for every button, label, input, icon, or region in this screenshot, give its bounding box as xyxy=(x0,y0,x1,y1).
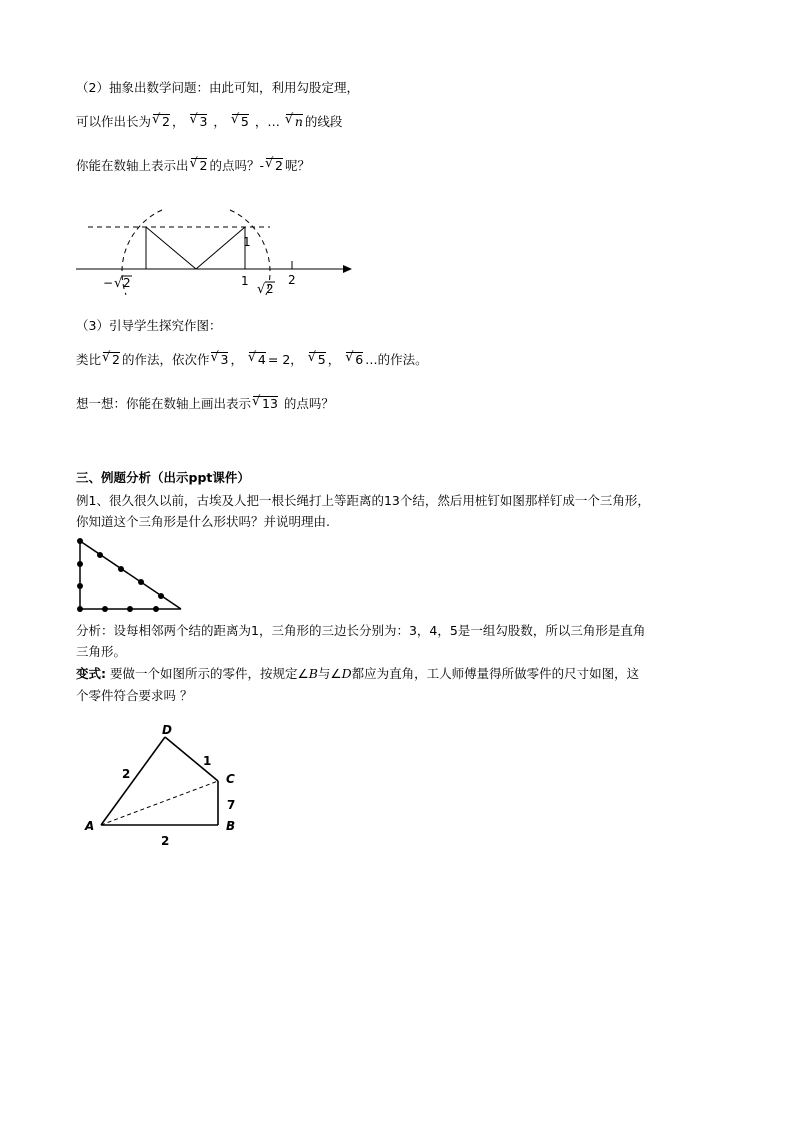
comma: ， xyxy=(171,114,185,129)
angle-d: D xyxy=(341,666,352,681)
think-prefix: 想一想：你能在数轴上画出表示 xyxy=(76,396,252,411)
number-line-figure xyxy=(70,205,370,300)
sqrt-6: √ 6 xyxy=(346,352,363,367)
knot xyxy=(138,579,144,585)
sqrt-3: √ 3 xyxy=(211,352,228,367)
knot xyxy=(77,606,83,612)
neg-radicand: 2 xyxy=(123,276,131,290)
unit-label: 1 xyxy=(243,235,251,249)
length-ab-label: 2 xyxy=(161,834,170,848)
constructible-lengths-line xyxy=(76,114,342,130)
knot xyxy=(158,593,164,599)
knot xyxy=(102,606,108,612)
vertex-b-label: B xyxy=(226,819,236,833)
sqrt-n: √ n xyxy=(286,114,303,129)
variant-text-c: 都应为直角，工人师傅量得所做零件的尺寸如图，这 xyxy=(351,666,640,681)
two-label: 2 xyxy=(288,273,296,287)
example1-line1: 例1、很久很久以前，古埃及人把一根长绳打上等距离的13个结，然后用桩钉如图那样钉成一个三角形， xyxy=(76,493,650,508)
knot xyxy=(97,552,103,558)
axis-arrow-icon xyxy=(343,265,352,273)
angle-b: B xyxy=(308,666,318,681)
variant-line1 xyxy=(76,666,639,682)
variant-line2: 个零件符合要求吗 ？ xyxy=(76,688,193,703)
equals-2: = 2 xyxy=(267,352,291,367)
analogy-prefix: 类比 xyxy=(76,352,102,367)
ellipsis: … xyxy=(267,114,280,129)
comma: ， xyxy=(254,114,268,129)
sqrt-2-negative: √ 2 xyxy=(266,158,283,173)
sqrt-5: √ 5 xyxy=(309,352,326,367)
quadrilateral-figure xyxy=(80,718,260,853)
vertex-d-label: D xyxy=(162,723,172,737)
variant-text-a: 要做一个如图所示的零件，按规定∠ xyxy=(109,666,309,681)
sqrt-13: √ 13 xyxy=(253,396,278,411)
analogy-suffix: …的作法。 xyxy=(365,352,428,367)
knot xyxy=(118,566,124,572)
length-ad-label: 2 xyxy=(122,767,131,781)
knot xyxy=(77,583,83,589)
example1-line2: 你知道这个三角形是什么形状吗？并说明理由. xyxy=(76,514,330,529)
vertex-a-label: A xyxy=(85,819,95,833)
knot xyxy=(77,561,83,567)
line-suffix: 的线段 xyxy=(304,114,343,129)
section-2-heading: （2）抽象出数学问题：由此可知，利用勾股定理， xyxy=(76,80,359,95)
one-label: 1 xyxy=(241,274,249,288)
think-suffix: 的点吗？ xyxy=(283,396,334,411)
knot xyxy=(153,606,159,612)
side-ad xyxy=(101,737,165,825)
section-three-title: 三、例题分析（出示ppt课件） xyxy=(76,470,250,485)
analogy-a: 的作法，依次作 xyxy=(121,352,210,367)
left-hypotenuse xyxy=(146,227,196,269)
question-middle: 的点吗？- xyxy=(209,158,264,173)
knot xyxy=(77,538,83,544)
pos-radical-sign: √ xyxy=(257,282,266,297)
question-prefix: 你能在数轴上表示出 xyxy=(76,158,189,173)
section-3-heading: （3）引导学生探究作图： xyxy=(76,318,222,333)
sqrt-5: √ 5 xyxy=(232,114,249,129)
diagonal-ac xyxy=(101,781,218,825)
question-line xyxy=(76,158,310,174)
triangle-hypotenuse xyxy=(80,541,181,609)
knot-triangle-figure xyxy=(70,534,190,616)
variant-text-b: 与∠ xyxy=(317,666,342,681)
analysis-line2: 三角形。 xyxy=(76,644,127,659)
sqrt-2: √ 2 xyxy=(103,352,120,367)
neg-sign: − xyxy=(103,276,114,290)
knot xyxy=(127,606,133,612)
pos-radicand: 2 xyxy=(266,282,274,296)
think-line xyxy=(76,396,334,412)
question-suffix: 呢？ xyxy=(284,158,310,173)
variant-label: 变式: xyxy=(76,666,106,681)
analysis-line1: 分析：设每相邻两个结的距离为1，三角形的三边长分别为：3，4，5是一组勾股数，所以三角形是直角 xyxy=(76,623,646,638)
comma: ， xyxy=(213,114,226,129)
neg-radical-sign: √ xyxy=(114,276,123,291)
length-cb-label: 7 xyxy=(227,798,236,812)
length-dc-label: 1 xyxy=(203,754,212,768)
sqrt-2: √ 2 xyxy=(191,158,208,173)
line-prefix: 可以作出长为 xyxy=(76,114,152,129)
vertex-c-label: C xyxy=(226,772,235,786)
sqrt-4: √ 4 xyxy=(249,352,266,367)
analogy-line: 类比√ 2 的作法，依次作√ 3 ， √ 4 = 2， √ 5 ， √ 6 …的作法。 xyxy=(76,352,428,368)
sqrt-2: √ 2 xyxy=(153,114,170,129)
sqrt-3: √ 3 xyxy=(190,114,207,129)
right-hypotenuse xyxy=(196,227,245,269)
